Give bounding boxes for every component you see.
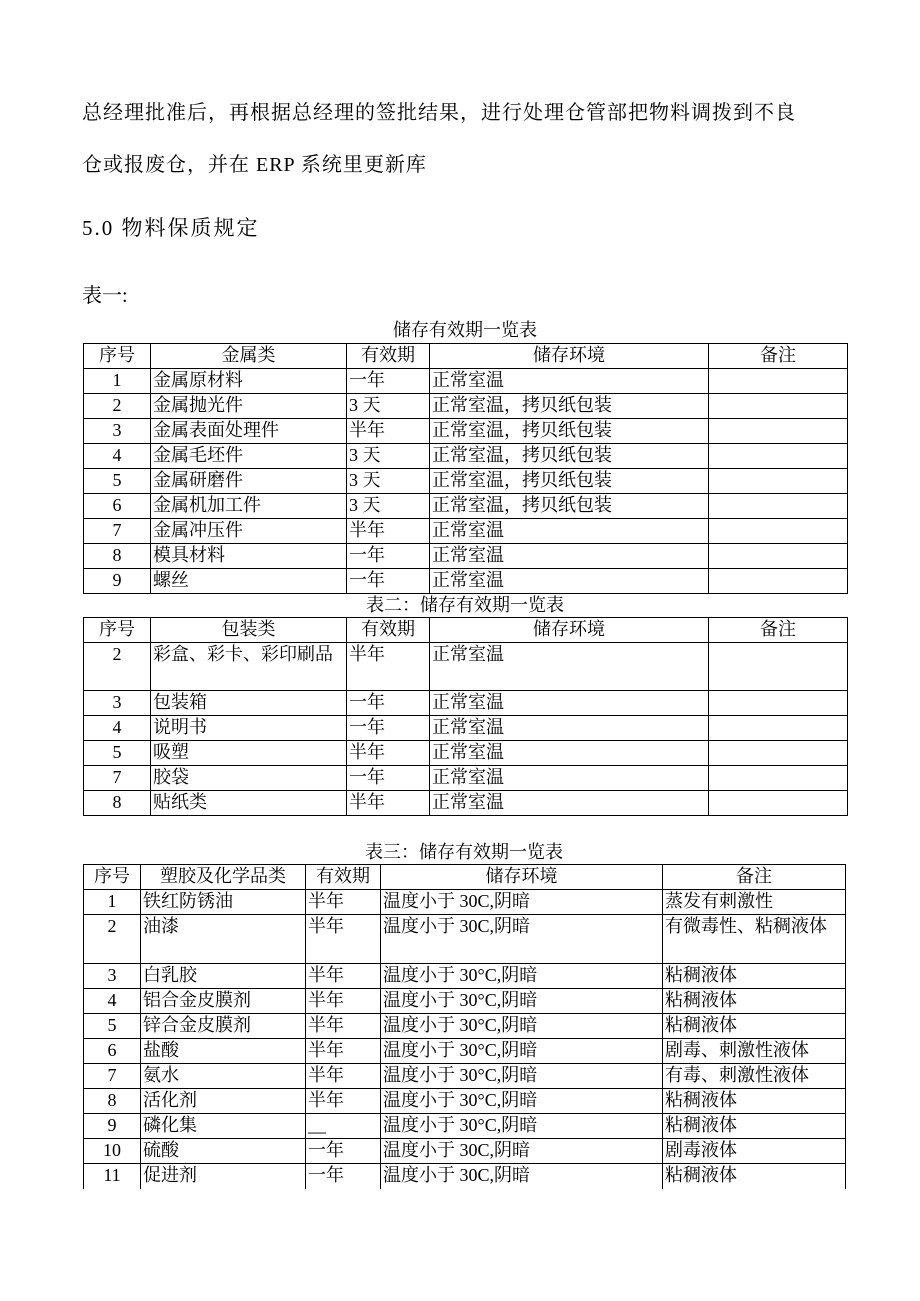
cell-shelf-life: 一年 — [347, 544, 430, 569]
table-row — [84, 964, 846, 989]
table-header-cell: 序号 — [84, 865, 141, 890]
table-row — [84, 569, 848, 594]
table-header-cell: 备注 — [709, 618, 848, 643]
cell-item: 包装箱 — [151, 691, 347, 716]
cell-storage-env: 正常室温 — [430, 544, 709, 569]
cell-shelf-life: 半年 — [347, 519, 430, 544]
cell-storage-env: 正常室温，拷贝纸包装 — [430, 469, 709, 494]
table-header-row — [84, 618, 848, 643]
table-row — [84, 741, 848, 766]
cell-storage-env: 正常室温 — [430, 766, 709, 791]
cell-remarks: 粘稠液体 — [663, 1014, 846, 1039]
table-header-cell: 备注 — [663, 865, 846, 890]
table-header-cell: 备注 — [709, 344, 848, 369]
cell-seq: 5 — [84, 469, 151, 494]
cell-storage-env: 温度小于 30°C,阴暗 — [381, 1089, 663, 1114]
table-1-title: 储存有效期一览表 — [393, 320, 537, 340]
table-row — [84, 1039, 846, 1064]
cell-storage-env: 温度小于 30C,阴暗 — [381, 915, 663, 964]
cell-remarks: 粘稠液体 — [663, 1114, 846, 1139]
cell-seq: 1 — [84, 369, 151, 394]
cell-item: 贴纸类 — [151, 791, 347, 816]
cell-remarks: 粘稠液体 — [663, 989, 846, 1014]
table-row — [84, 691, 848, 716]
cell-shelf-life: 3 天 — [347, 494, 430, 519]
table-row — [84, 716, 848, 741]
cell-shelf-life: 半年 — [306, 915, 381, 964]
cell-remarks — [709, 691, 848, 716]
table-header-cell: 金属类 — [151, 344, 347, 369]
cell-item: 活化剂 — [141, 1089, 306, 1114]
table-row — [84, 419, 848, 444]
table-row — [84, 915, 846, 964]
cell-remarks — [709, 791, 848, 816]
cell-shelf-life: 半年 — [306, 1064, 381, 1089]
table-header-row — [84, 865, 846, 890]
table-header-cell: 储存环境 — [381, 865, 663, 890]
table-row — [84, 1114, 846, 1139]
cell-remarks: 蒸发有刺激性 — [663, 890, 846, 915]
table-row — [84, 369, 848, 394]
table-header-cell: 包装类 — [151, 618, 347, 643]
table-row — [84, 989, 846, 1014]
table-row — [84, 1064, 846, 1089]
cell-remarks — [709, 643, 848, 691]
cell-shelf-life: 一年 — [347, 766, 430, 791]
cell-item: 彩盒、彩卡、彩印刷品 — [151, 643, 347, 691]
table-row — [84, 519, 848, 544]
cell-seq: 2 — [84, 915, 141, 964]
cell-seq: 3 — [84, 691, 151, 716]
cell-item: 锌合金皮膜剂 — [141, 1014, 306, 1039]
table-2-title: 表二：储存有效期一览表 — [366, 595, 564, 615]
cell-seq: 4 — [84, 716, 151, 741]
cell-shelf-life: 半年 — [306, 964, 381, 989]
cell-shelf-life: 半年 — [306, 989, 381, 1014]
table-label: 表一: — [82, 285, 128, 307]
cell-seq: 7 — [84, 1064, 141, 1089]
cell-seq: 10 — [84, 1139, 141, 1164]
cell-shelf-life: 一年 — [347, 716, 430, 741]
cell-storage-env: 正常室温，拷贝纸包装 — [430, 494, 709, 519]
table-header-cell: 有效期 — [347, 344, 430, 369]
cell-storage-env: 正常室温 — [430, 791, 709, 816]
cell-shelf-life: 半年 — [347, 791, 430, 816]
table-row — [84, 444, 848, 469]
table-row — [84, 1164, 846, 1189]
cell-item: 金属冲压件 — [151, 519, 347, 544]
table-row — [84, 1089, 846, 1114]
cell-seq: 6 — [84, 1039, 141, 1064]
table-row — [84, 791, 848, 816]
cell-remarks — [709, 419, 848, 444]
cell-remarks: 剧毒液体 — [663, 1139, 846, 1164]
cell-remarks: 粘稠液体 — [663, 1164, 846, 1189]
table-header-cell: 序号 — [84, 344, 151, 369]
table-header-cell: 有效期 — [347, 618, 430, 643]
cell-shelf-life: 3 天 — [347, 469, 430, 494]
cell-storage-env: 温度小于 30°C,阴暗 — [381, 1039, 663, 1064]
table-row — [84, 544, 848, 569]
cell-shelf-life: 一年 — [347, 691, 430, 716]
cell-seq: 2 — [84, 394, 151, 419]
table-row — [84, 766, 848, 791]
cell-remarks — [709, 741, 848, 766]
cell-item: 白乳胶 — [141, 964, 306, 989]
cell-storage-env: 正常室温 — [430, 741, 709, 766]
cell-shelf-life: 一年 — [347, 569, 430, 594]
cell-storage-env: 温度小于 30°C,阴暗 — [381, 1064, 663, 1089]
cell-storage-env: 正常室温，拷贝纸包装 — [430, 444, 709, 469]
cell-seq: 8 — [84, 1089, 141, 1114]
cell-item: 铁红防锈油 — [141, 890, 306, 915]
cell-item: 硫酸 — [141, 1139, 306, 1164]
cell-item: 吸塑 — [151, 741, 347, 766]
body-paragraph-line-2: 仓或报废仓，并在 ERP 系统里更新库 — [82, 154, 427, 176]
cell-seq: 2 — [84, 643, 151, 691]
cell-remarks — [709, 469, 848, 494]
cell-item: 金属机加工件 — [151, 494, 347, 519]
cell-seq: 5 — [84, 1014, 141, 1039]
table-row — [84, 1139, 846, 1164]
cell-remarks — [709, 569, 848, 594]
cell-seq: 8 — [84, 544, 151, 569]
cell-remarks — [709, 369, 848, 394]
table-header-cell: 序号 — [84, 618, 151, 643]
cell-remarks — [709, 766, 848, 791]
cell-item: 螺丝 — [151, 569, 347, 594]
cell-shelf-life: 一年 — [306, 1139, 381, 1164]
cell-remarks: 剧毒、刺激性液体 — [663, 1039, 846, 1064]
cell-seq: 8 — [84, 791, 151, 816]
table-header-cell: 塑胶及化学品类 — [141, 865, 306, 890]
cell-shelf-life: __ — [306, 1114, 381, 1139]
cell-remarks: 粘稠液体 — [663, 964, 846, 989]
cell-remarks — [709, 716, 848, 741]
cell-storage-env: 正常室温 — [430, 569, 709, 594]
cell-item: 磷化集 — [141, 1114, 306, 1139]
cell-item: 促进剂 — [141, 1164, 306, 1189]
cell-storage-env: 正常室温 — [430, 716, 709, 741]
cell-item: 金属表面处理件 — [151, 419, 347, 444]
cell-item: 金属研磨件 — [151, 469, 347, 494]
cell-seq: 7 — [84, 519, 151, 544]
cell-item: 模具材料 — [151, 544, 347, 569]
cell-storage-env: 正常室温 — [430, 691, 709, 716]
table-header-row — [84, 344, 848, 369]
cell-shelf-life: 一年 — [347, 369, 430, 394]
body-paragraph-line-1: 总经理批准后，再根据总经理的签批结果，进行处理仓管部把物料调拨到不良 — [82, 102, 796, 124]
cell-item: 盐酸 — [141, 1039, 306, 1064]
cell-storage-env: 温度小于 30°C,阴暗 — [381, 1114, 663, 1139]
cell-item: 铝合金皮膜剂 — [141, 989, 306, 1014]
cell-shelf-life: 3 天 — [347, 444, 430, 469]
cell-shelf-life: 半年 — [347, 643, 430, 691]
table-3-title: 表三：储存有效期一览表 — [365, 842, 563, 862]
cell-remarks — [709, 544, 848, 569]
cell-seq: 9 — [84, 569, 151, 594]
cell-seq: 9 — [84, 1114, 141, 1139]
cell-item: 金属毛坯件 — [151, 444, 347, 469]
cell-shelf-life: 半年 — [347, 741, 430, 766]
cell-shelf-life: 半年 — [306, 1089, 381, 1114]
cell-storage-env: 正常室温，拷贝纸包装 — [430, 419, 709, 444]
cell-item: 氨水 — [141, 1064, 306, 1089]
cell-remarks — [709, 394, 848, 419]
cell-seq: 4 — [84, 444, 151, 469]
cell-storage-env: 正常室温 — [430, 369, 709, 394]
cell-item: 金属抛光件 — [151, 394, 347, 419]
cell-seq: 5 — [84, 741, 151, 766]
cell-storage-env: 温度小于 30C,阴暗 — [381, 1164, 663, 1189]
cell-item: 油漆 — [141, 915, 306, 964]
cell-remarks — [709, 444, 848, 469]
table-row — [84, 643, 848, 691]
cell-remarks: 有毒、刺激性液体 — [663, 1064, 846, 1089]
cell-item: 胶袋 — [151, 766, 347, 791]
cell-storage-env: 正常室温 — [430, 643, 709, 691]
cell-remarks: 粘稠液体 — [663, 1089, 846, 1114]
cell-storage-env: 温度小于 30°C,阴暗 — [381, 1014, 663, 1039]
cell-remarks — [709, 519, 848, 544]
cell-shelf-life: 一年 — [306, 1164, 381, 1189]
table-row — [84, 890, 846, 915]
table-row — [84, 1014, 846, 1039]
cell-seq: 7 — [84, 766, 151, 791]
cell-shelf-life: 3 天 — [347, 394, 430, 419]
cell-seq: 6 — [84, 494, 151, 519]
cell-shelf-life: 半年 — [306, 1039, 381, 1064]
table-row — [84, 394, 848, 419]
section-heading: 5.0 物料保质规定 — [82, 216, 260, 240]
cell-seq: 4 — [84, 989, 141, 1014]
cell-seq: 11 — [84, 1164, 141, 1189]
cell-remarks: 有微毒性、粘稠液体 — [663, 915, 846, 964]
storage-table-metals — [83, 343, 848, 594]
storage-table-packaging — [83, 617, 848, 816]
cell-storage-env: 温度小于 30C,阴暗 — [381, 890, 663, 915]
cell-item: 说明书 — [151, 716, 347, 741]
table-row — [84, 469, 848, 494]
cell-seq: 1 — [84, 890, 141, 915]
storage-table-chemicals — [83, 864, 846, 1189]
cell-shelf-life: 半年 — [306, 1014, 381, 1039]
cell-storage-env: 温度小于 30C,阴暗 — [381, 1139, 663, 1164]
table-header-cell: 储存环境 — [430, 344, 709, 369]
table-header-cell: 有效期 — [306, 865, 381, 890]
cell-seq: 3 — [84, 419, 151, 444]
cell-seq: 3 — [84, 964, 141, 989]
cell-remarks — [709, 494, 848, 519]
cell-item: 金属原材料 — [151, 369, 347, 394]
table-header-cell: 储存环境 — [430, 618, 709, 643]
cell-storage-env: 温度小于 30°C,阴暗 — [381, 964, 663, 989]
cell-storage-env: 温度小于 30°C,阴暗 — [381, 989, 663, 1014]
cell-storage-env: 正常室温，拷贝纸包装 — [430, 394, 709, 419]
table-row — [84, 494, 848, 519]
cell-shelf-life: 半年 — [347, 419, 430, 444]
cell-storage-env: 正常室温 — [430, 519, 709, 544]
cell-shelf-life: 半年 — [306, 890, 381, 915]
